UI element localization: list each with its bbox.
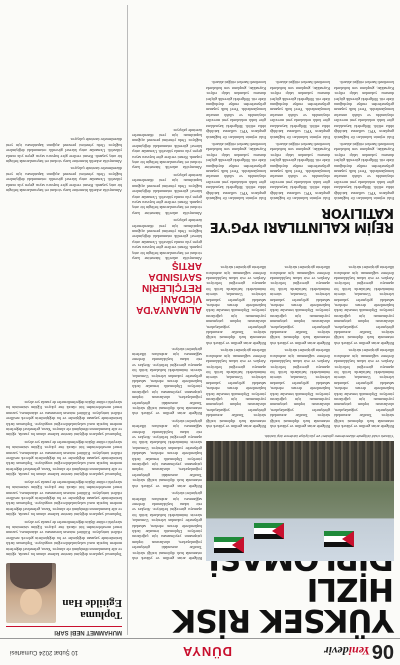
logo-rest: devir bbox=[324, 644, 349, 658]
story-paragraph: Eski rejimin kalıntıları ile bağlantılı grupların YPG saflarına katıldığı iddia edildi. Bölgedeki kaynaklara göre farklı noktalarda yeni mevziler oluşturuldu ve silahlı unsurlar konuşlandırıldı. Yerel halk yaşanan gelişmelerden endişe duyduğunu ifade etti. Bölgedeki güvenlik güçleri durumu yakından takip ediyor. Kaynaklar, grupların son haftalarda koordineli hareket ettiğini aktardı. bbox=[270, 80, 330, 140]
story-paragraph: Bölgede artan gerilim ve yüksek risk ortamında hızlı diplomasi trafiği sürüyor. Taraflar arasındaki görüşmeler yoğunlaşırken, uluslararası toplum çatışmanın yayılmaması için çağrılarını yineliyor. Diplomatik temaslar farklı başkentlerde devam ederken, sahadaki gelişmeler yakından izleniyor. Uzmanlar, sürecin önümüzdeki haftalarda kritik bir aşamaya gireceğini belirtiyor. Ateşkes ve esir takası başlıklarında ilerleme sağlanması için arabulucu ülkelerin girişimleri sürüyor. bbox=[132, 491, 202, 561]
flag-image bbox=[254, 523, 284, 539]
column-paragraph: Toplumsal yapıların değişimi üzerine kaleme alınan bu yazıda, eğitim ve aile kurumlarının dönüşümü ele alınıyor. Yazar, geleneksel değerlerin modern hayatla nasıl uzlaştırılabileceğini sorguluyor. Toplumun farklı kesimlerinde yaşanan değişimler ve bu değişimlerin gelecek nesillere etkileri tartışılıyor. Kültürel mirasın korunması ve aktarılması, yazının temel meselelerinden biri olarak öne çıkıyor. Eğitim sisteminin bu süreçteki rolüne ilişkin değerlendirmeler de yazıda yer alıyor. bbox=[6, 519, 122, 557]
story-paragraph: Eski rejimin kalıntıları ile bağlantılı grupların YPG saflarına katıldığı iddia edildi. Bölgedeki kaynaklara göre farklı noktalarda yeni mevziler oluşturuldu ve silahlı unsurlar konuşlandırıldı. Yerel halk yaşanan gelişmelerden endişe duyduğunu ifade etti. Bölgedeki güvenlik güçleri durumu yakından takip ediyor. Kaynaklar, grupların son haftalarda koordineli hareket ettiğini aktardı. bbox=[206, 80, 266, 140]
lead-photo bbox=[206, 441, 394, 561]
story-column bbox=[334, 5, 394, 201]
story-column bbox=[270, 239, 330, 429]
story-paragraph: Almanya'da askerlik hizmetine karşı vicdani ret başvurularında belirgin bir artış yaşandı. Resmi verilere göre başvuru sayısı geçen yıla oranla yükseldi. Uzmanlar artışı küresel güvenlik ortamındaki değişimlere bağlıyor. Ordu yönetimi personel açığının kapatılması için yeni düzenlemeler üzerinde çalışıyor. bbox=[132, 218, 202, 261]
photo-caption: Yüksek riskli bölgede düzenlenen gösteri ve yürüyüşe binlerce kişi katıldı. bbox=[263, 434, 394, 439]
logo-accent: Yeni bbox=[348, 644, 370, 658]
story-column bbox=[132, 5, 202, 261]
story-paragraph: Bölgede artan gerilim ve yüksek risk ortamında hızlı diplomasi trafiği sürüyor. Taraflar arasındaki görüşmeler yoğunlaşırken, uluslararası toplum çatışmanın yayılmaması için çağrılarını yineliyor. Diplomatik temaslar farklı başkentlerde devam ederken, sahadaki gelişmeler yakından izleniyor. Uzmanlar, sürecin önümüzdeki haftalarda kritik bir aşamaya gireceğini belirtiyor. Ateşkes ve esir takası başlıklarında ilerleme sağlanması için arabulucu ülkelerin girişimleri sürüyor. bbox=[132, 346, 202, 417]
story-headline: ALMANYA'DA VİCDANİ RETÇİLERİN SAYISINDA ARTIŞ bbox=[136, 260, 202, 315]
story-paragraph: Bölgede artan gerilim ve yüksek risk ortamında hızlı diplomasi trafiği sürüyor. Taraflar arasındaki görüşmeler yoğunlaşırken, uluslararası toplum çatışmanın yayılmaması için çağrılarını yineliyor. Diplomatik temaslar farklı başkentlerde devam ederken, sahadaki gelişmeler yakından izleniyor. Uzmanlar, sürecin önümüzdeki haftalarda kritik bir aşamaya gireceğini belirtiyor. Ateşkes ve esir takası başlıklarında ilerleme sağlanması için arabulucu ülkelerin girişimleri sürüyor. bbox=[334, 265, 394, 346]
flag-image bbox=[214, 537, 244, 553]
column-kicker: MUHAMMET NEBİ SARI bbox=[6, 626, 122, 635]
story-column bbox=[206, 5, 266, 201]
story-column bbox=[334, 239, 394, 429]
story-column bbox=[6, 5, 122, 193]
columnist-photo bbox=[6, 563, 56, 623]
column-paragraph: Toplumsal yapıların değişimi üzerine kaleme alınan bu yazıda, eğitim ve aile kurumlarının dönüşümü ele alınıyor. Yazar, geleneksel değerlerin modern hayatla nasıl uzlaştırılabileceğini sorguluyor. Toplumun farklı kesimlerinde yaşanan değişimler ve bu değişimlerin gelecek nesillere etkileri tartışılıyor. Kültürel mirasın korunması ve aktarılması, yazının temel meselelerinden biri olarak öne çıkıyor. Eğitim sisteminin bu süreçteki rolüne ilişkin değerlendirmeler de yazıda yer alıyor. bbox=[6, 400, 122, 438]
flag-image bbox=[324, 531, 354, 547]
story-paragraph: Almanya'da askerlik hizmetine karşı vicdani ret başvurularında belirgin bir artış yaşandı. Resmi verilere göre başvuru sayısı geçen yıla oranla yükseldi. Uzmanlar artışı küresel güvenlik ortamındaki değişimlere bağlıyor. Ordu yönetimi personel açığının kapatılması için yeni düzenlemeler üzerinde çalışıyor. bbox=[132, 172, 202, 216]
column-paragraph: Toplumsal yapıların değişimi üzerine kaleme alınan bu yazıda, eğitim ve aile kurumlarının dönüşümü ele alınıyor. Yazar, geleneksel değerlerin modern hayatla nasıl uzlaştırılabileceğini sorguluyor. Toplumun farklı kesimlerinde yaşanan değişimler ve bu değişimlerin gelecek nesillere etkileri tartışılıyor. Kültürel mirasın korunması ve aktarılması, yazının temel meselelerinden biri olarak öne çıkıyor. Eğitim sisteminin bu süreçteki rolüne ilişkin değerlendirmeler de yazıda yer alıyor. bbox=[6, 439, 122, 478]
story-paragraph: Eski rejimin kalıntıları ile bağlantılı grupların YPG saflarına katıldığı iddia edildi. Bölgedeki kaynaklara göre farklı noktalarda yeni mevziler oluşturuldu ve silahlı unsurlar konuşlandırıldı. Yerel halk yaşanan gelişmelerden endişe duyduğunu ifade etti. Bölgedeki güvenlik güçleri durumu yakından takip ediyor. Kaynaklar, grupların son haftalarda koordineli hareket ettiğini aktardı. bbox=[270, 141, 330, 201]
story-paragraph: Bölgede artan gerilim ve yüksek risk ortamında hızlı diplomasi trafiği sürüyor. Taraflar arasındaki görüşmeler yoğunlaşırken, uluslararası toplum çatışmanın yayılmaması için çağrılarını yineliyor. Diplomatik temaslar farklı başkentlerde devam ederken, sahadaki gelişmeler yakından izleniyor. Uzmanlar, sürecin önümüzdeki haftalarda kritik bir aşamaya gireceğini belirtiyor. Ateşkes ve esir takası başlıklarında ilerleme sağlanması için arabulucu ülkelerin girişimleri sürüyor. bbox=[206, 348, 266, 429]
story-paragraph: Almanya'da askerlik hizmetine karşı vicdani ret başvurularında belirgin bir artış yaşandı. Resmi verilere göre başvuru sayısı geçen yıla oranla yükseldi. Uzmanlar artışı küresel güvenlik ortamındaki değişimlere bağlıyor. Ordu yönetimi personel açığının kapatılması için yeni düzenlemeler üzerinde çalışıyor. bbox=[132, 127, 202, 171]
story-paragraph: Bölgede artan gerilim ve yüksek risk ortamında hızlı diplomasi trafiği sürüyor. Taraflar arasındaki görüşmeler yoğunlaşırken, uluslararası toplum çatışmanın yayılmaması için çağrılarını yineliyor. Diplomatik temaslar farklı başkentlerde devam ederken, sahadaki gelişmeler yakından izleniyor. Uzmanlar, sürecin önümüzdeki haftalarda kritik bir aşamaya gireceğini belirtiyor. Ateşkes ve esir takası başlıklarında ilerleme sağlanması için arabulucu ülkelerin girişimleri sürüyor. bbox=[334, 348, 394, 429]
story-paragraph: Bölgede artan gerilim ve yüksek risk ortamında hızlı diplomasi trafiği sürüyor. Taraflar arasındaki görüşmeler yoğunlaşırken, uluslararası toplum çatışmanın yayılmaması için çağrılarını yineliyor. Diplomatik temaslar farklı başkentlerde devam ederken, sahadaki gelişmeler yakından izleniyor. Uzmanlar, sürecin önümüzdeki haftalarda kritik bir aşamaya gireceğini belirtiyor. Ateşkes ve esir takası başlıklarında ilerleme sağlanması için arabulucu ülkelerin girişimleri sürüyor. bbox=[132, 418, 202, 489]
story-paragraph: Almanya'da askerlik hizmetine karşı vicdani ret başvurularında belirgin bir artış yaşandı. Resmi verilere göre başvuru sayısı geçen yıla oranla yükseldi. Uzmanlar artışı küresel güvenlik ortamındaki değişimlere bağlıyor. Ordu yönetimi personel açığının kapatılması için yeni düzenlemeler üzerinde çalışıyor. bbox=[6, 166, 122, 193]
page-header bbox=[0, 638, 400, 665]
headline-line-2: HIZLI bbox=[307, 571, 394, 607]
column-paragraph: Toplumsal yapıların değişimi üzerine kaleme alınan bu yazıda, eğitim ve aile kurumlarının dönüşümü ele alınıyor. Yazar, geleneksel değerlerin modern hayatla nasıl uzlaştırılabileceğini sorguluyor. Toplumun farklı kesimlerinde yaşanan değişimler ve bu değişimlerin gelecek nesillere etkileri tartışılıyor. Kültürel mirasın korunması ve aktarılması, yazının temel meselelerinden biri olarak öne çıkıyor. Eğitim sisteminin bu süreçteki rolüne ilişkin değerlendirmeler de yazıda yer alıyor. bbox=[6, 479, 122, 518]
column-divider bbox=[127, 5, 128, 635]
page-number: 06 bbox=[371, 640, 394, 662]
column-author: Topluma Egitilde Han bbox=[62, 597, 122, 621]
crowd-graphic bbox=[206, 441, 394, 481]
story-paragraph: Bölgede artan gerilim ve yüksek risk ortamında hızlı diplomasi trafiği sürüyor. Taraflar arasındaki görüşmeler yoğunlaşırken, uluslararası toplum çatışmanın yayılmaması için çağrılarını yineliyor. Diplomatik temaslar farklı başkentlerde devam ederken, sahadaki gelişmeler yakından izleniyor. Uzmanlar, sürecin önümüzdeki haftalarda kritik bir aşamaya gireceğini belirtiyor. Ateşkes ve esir takası başlıklarında ilerleme sağlanması için arabulucu ülkelerin girişimleri sürüyor. bbox=[270, 265, 330, 346]
issue-date: 10 Şubat 2024 Cumartesi bbox=[10, 649, 79, 655]
story-paragraph: Eski rejimin kalıntıları ile bağlantılı grupların YPG saflarına katıldığı iddia edildi. Bölgedeki kaynaklara göre farklı noktalarda yeni mevziler oluşturuldu ve silahlı unsurlar konuşlandırıldı. Yerel halk yaşanan gelişmelerden endişe duyduğunu ifade etti. Bölgedeki güvenlik güçleri durumu yakından takip ediyor. Kaynaklar, grupların son haftalarda koordineli hareket ettiğini aktardı. bbox=[334, 80, 394, 140]
story-headline: REJİM KALINTILARI YPG'YE KATILIYOR bbox=[210, 205, 394, 234]
story-paragraph: Eski rejimin kalıntıları ile bağlantılı grupların YPG saflarına katıldığı iddia edildi. Bölgedeki kaynaklara göre farklı noktalarda yeni mevziler oluşturuldu ve silahlı unsurlar konuşlandırıldı. Yerel halk yaşanan gelişmelerden endişe duyduğunu ifade etti. Bölgedeki güvenlik güçleri durumu yakından takip ediyor. Kaynaklar, grupların son haftalarda koordineli hareket ettiğini aktardı. bbox=[206, 141, 266, 201]
story-paragraph: Bölgede artan gerilim ve yüksek risk ortamında hızlı diplomasi trafiği sürüyor. Taraflar arasındaki görüşmeler yoğunlaşırken, uluslararası toplum çatışmanın yayılmaması için çağrılarını yineliyor. Diplomatik temaslar farklı başkentlerde devam ederken, sahadaki gelişmeler yakından izleniyor. Uzmanlar, sürecin önümüzdeki haftalarda kritik bir aşamaya gireceğini belirtiyor. Ateşkes ve esir takası başlıklarında ilerleme sağlanması için arabulucu ülkelerin girişimleri sürüyor. bbox=[270, 348, 330, 429]
section-title: DÜNYA bbox=[181, 644, 232, 659]
story-column bbox=[206, 239, 266, 429]
newspaper-logo bbox=[324, 643, 370, 658]
column-body bbox=[6, 197, 122, 557]
headline-line-1: YÜKSEK RİSK bbox=[173, 602, 394, 638]
story-column bbox=[132, 321, 202, 561]
story-paragraph: Bölgede artan gerilim ve yüksek risk ortamında hızlı diplomasi trafiği sürüyor. Taraflar arasındaki görüşmeler yoğunlaşırken, uluslararası toplum çatışmanın yayılmaması için çağrılarını yineliyor. Diplomatik temaslar farklı başkentlerde devam ederken, sahadaki gelişmeler yakından izleniyor. Uzmanlar, sürecin önümüzdeki haftalarda kritik bir aşamaya gireceğini belirtiyor. Ateşkes ve esir takası başlıklarında ilerleme sağlanması için arabulucu ülkelerin girişimleri sürüyor. bbox=[206, 265, 266, 346]
story-paragraph: Eski rejimin kalıntıları ile bağlantılı grupların YPG saflarına katıldığı iddia edildi. Bölgedeki kaynaklara göre farklı noktalarda yeni mevziler oluşturuldu ve silahlı unsurlar konuşlandırıldı. Yerel halk yaşanan gelişmelerden endişe duyduğunu ifade etti. Bölgedeki güvenlik güçleri durumu yakından takip ediyor. Kaynaklar, grupların son haftalarda koordineli hareket ettiğini aktardı. bbox=[334, 141, 394, 201]
story-column bbox=[270, 5, 330, 201]
story-paragraph: Almanya'da askerlik hizmetine karşı vicdani ret başvurularında belirgin bir artış yaşandı. Resmi verilere göre başvuru sayısı geçen yıla oranla yükseldi. Uzmanlar artışı küresel güvenlik ortamındaki değişimlere bağlıyor. Ordu yönetimi personel açığının kapatılması için yeni düzenlemeler üzerinde çalışıyor. bbox=[6, 137, 122, 164]
